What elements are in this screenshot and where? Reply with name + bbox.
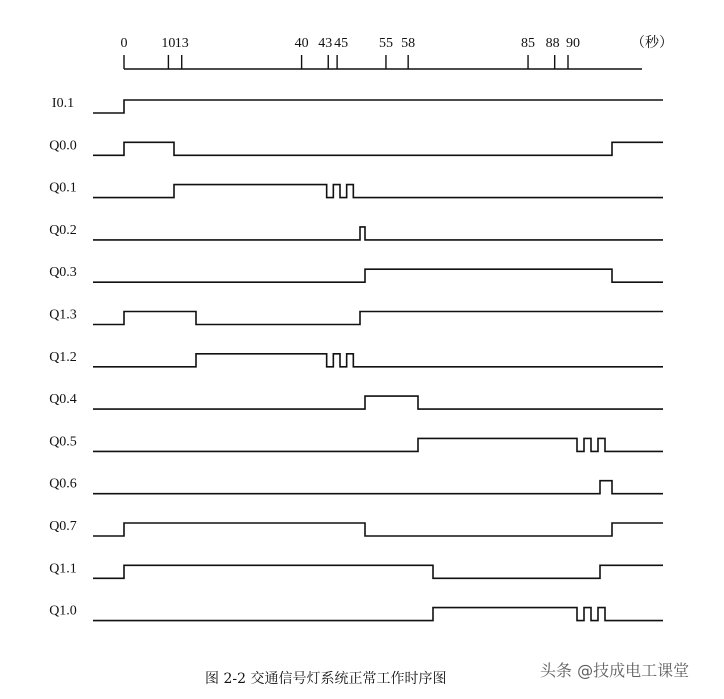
time-unit-label: （秒） [631,36,673,51]
signal-label-Q0-1: Q0.1 [49,180,77,196]
signal-label-Q0-3: Q0.3 [49,265,77,281]
signal-waveform-Q1-0 [93,608,663,621]
signal-label-Q0-4: Q0.4 [49,392,77,408]
time-tick-label: 10 [161,36,176,51]
figure-caption: 图 2-2 交通信号灯系统正常工作时序图 [205,671,447,687]
time-tick-label: 88 [545,36,560,51]
signal-label-Q1-0: Q1.0 [49,603,77,619]
time-tick-label: 45 [334,36,349,51]
signal-label-I0-1: I0.1 [51,96,75,111]
time-tick-label: 13 [174,36,189,51]
signal-label-Q0-0: Q0.0 [49,138,77,154]
signal-label-Q0-2: Q0.2 [49,222,77,238]
signal-label-Q0-7: Q0.7 [49,519,77,534]
signal-label-Q1-2: Q1.2 [49,349,77,365]
time-tick-label: 90 [566,36,580,51]
time-tick-label: 58 [401,36,416,51]
signal-label-Q1-1: Q1.1 [49,561,77,577]
signal-waveform-Q0-6 [93,481,663,494]
time-tick-label: 0 [120,36,128,51]
signal-label-Q0-6: Q0.6 [49,476,77,492]
time-tick-label: 43 [318,36,333,51]
signal-waveform-Q0-2 [93,227,663,240]
watermark-text: 头条 @技成电工课堂 [540,661,690,680]
signal-waveform-Q0-4 [93,396,663,409]
signal-label-Q1-3: Q1.3 [49,307,77,323]
signal-waveform-Q1-2 [93,354,663,367]
signal-waveform-Q0-0 [93,142,663,155]
signal-waveform-Q0-5 [93,438,663,451]
signal-label-Q0-5: Q0.5 [49,434,77,450]
signal-waveform-Q1-3 [93,312,663,325]
signal-waveform-Q0-1 [93,185,663,198]
signal-waveform-I0-1 [93,100,663,113]
signal-waveform-Q0-7 [93,523,663,536]
signal-waveform-Q0-3 [93,269,663,282]
time-tick-label: 55 [378,36,393,51]
signal-waveform-Q1-1 [93,565,663,578]
time-tick-label: 40 [294,36,309,51]
time-tick-label: 85 [521,36,536,51]
